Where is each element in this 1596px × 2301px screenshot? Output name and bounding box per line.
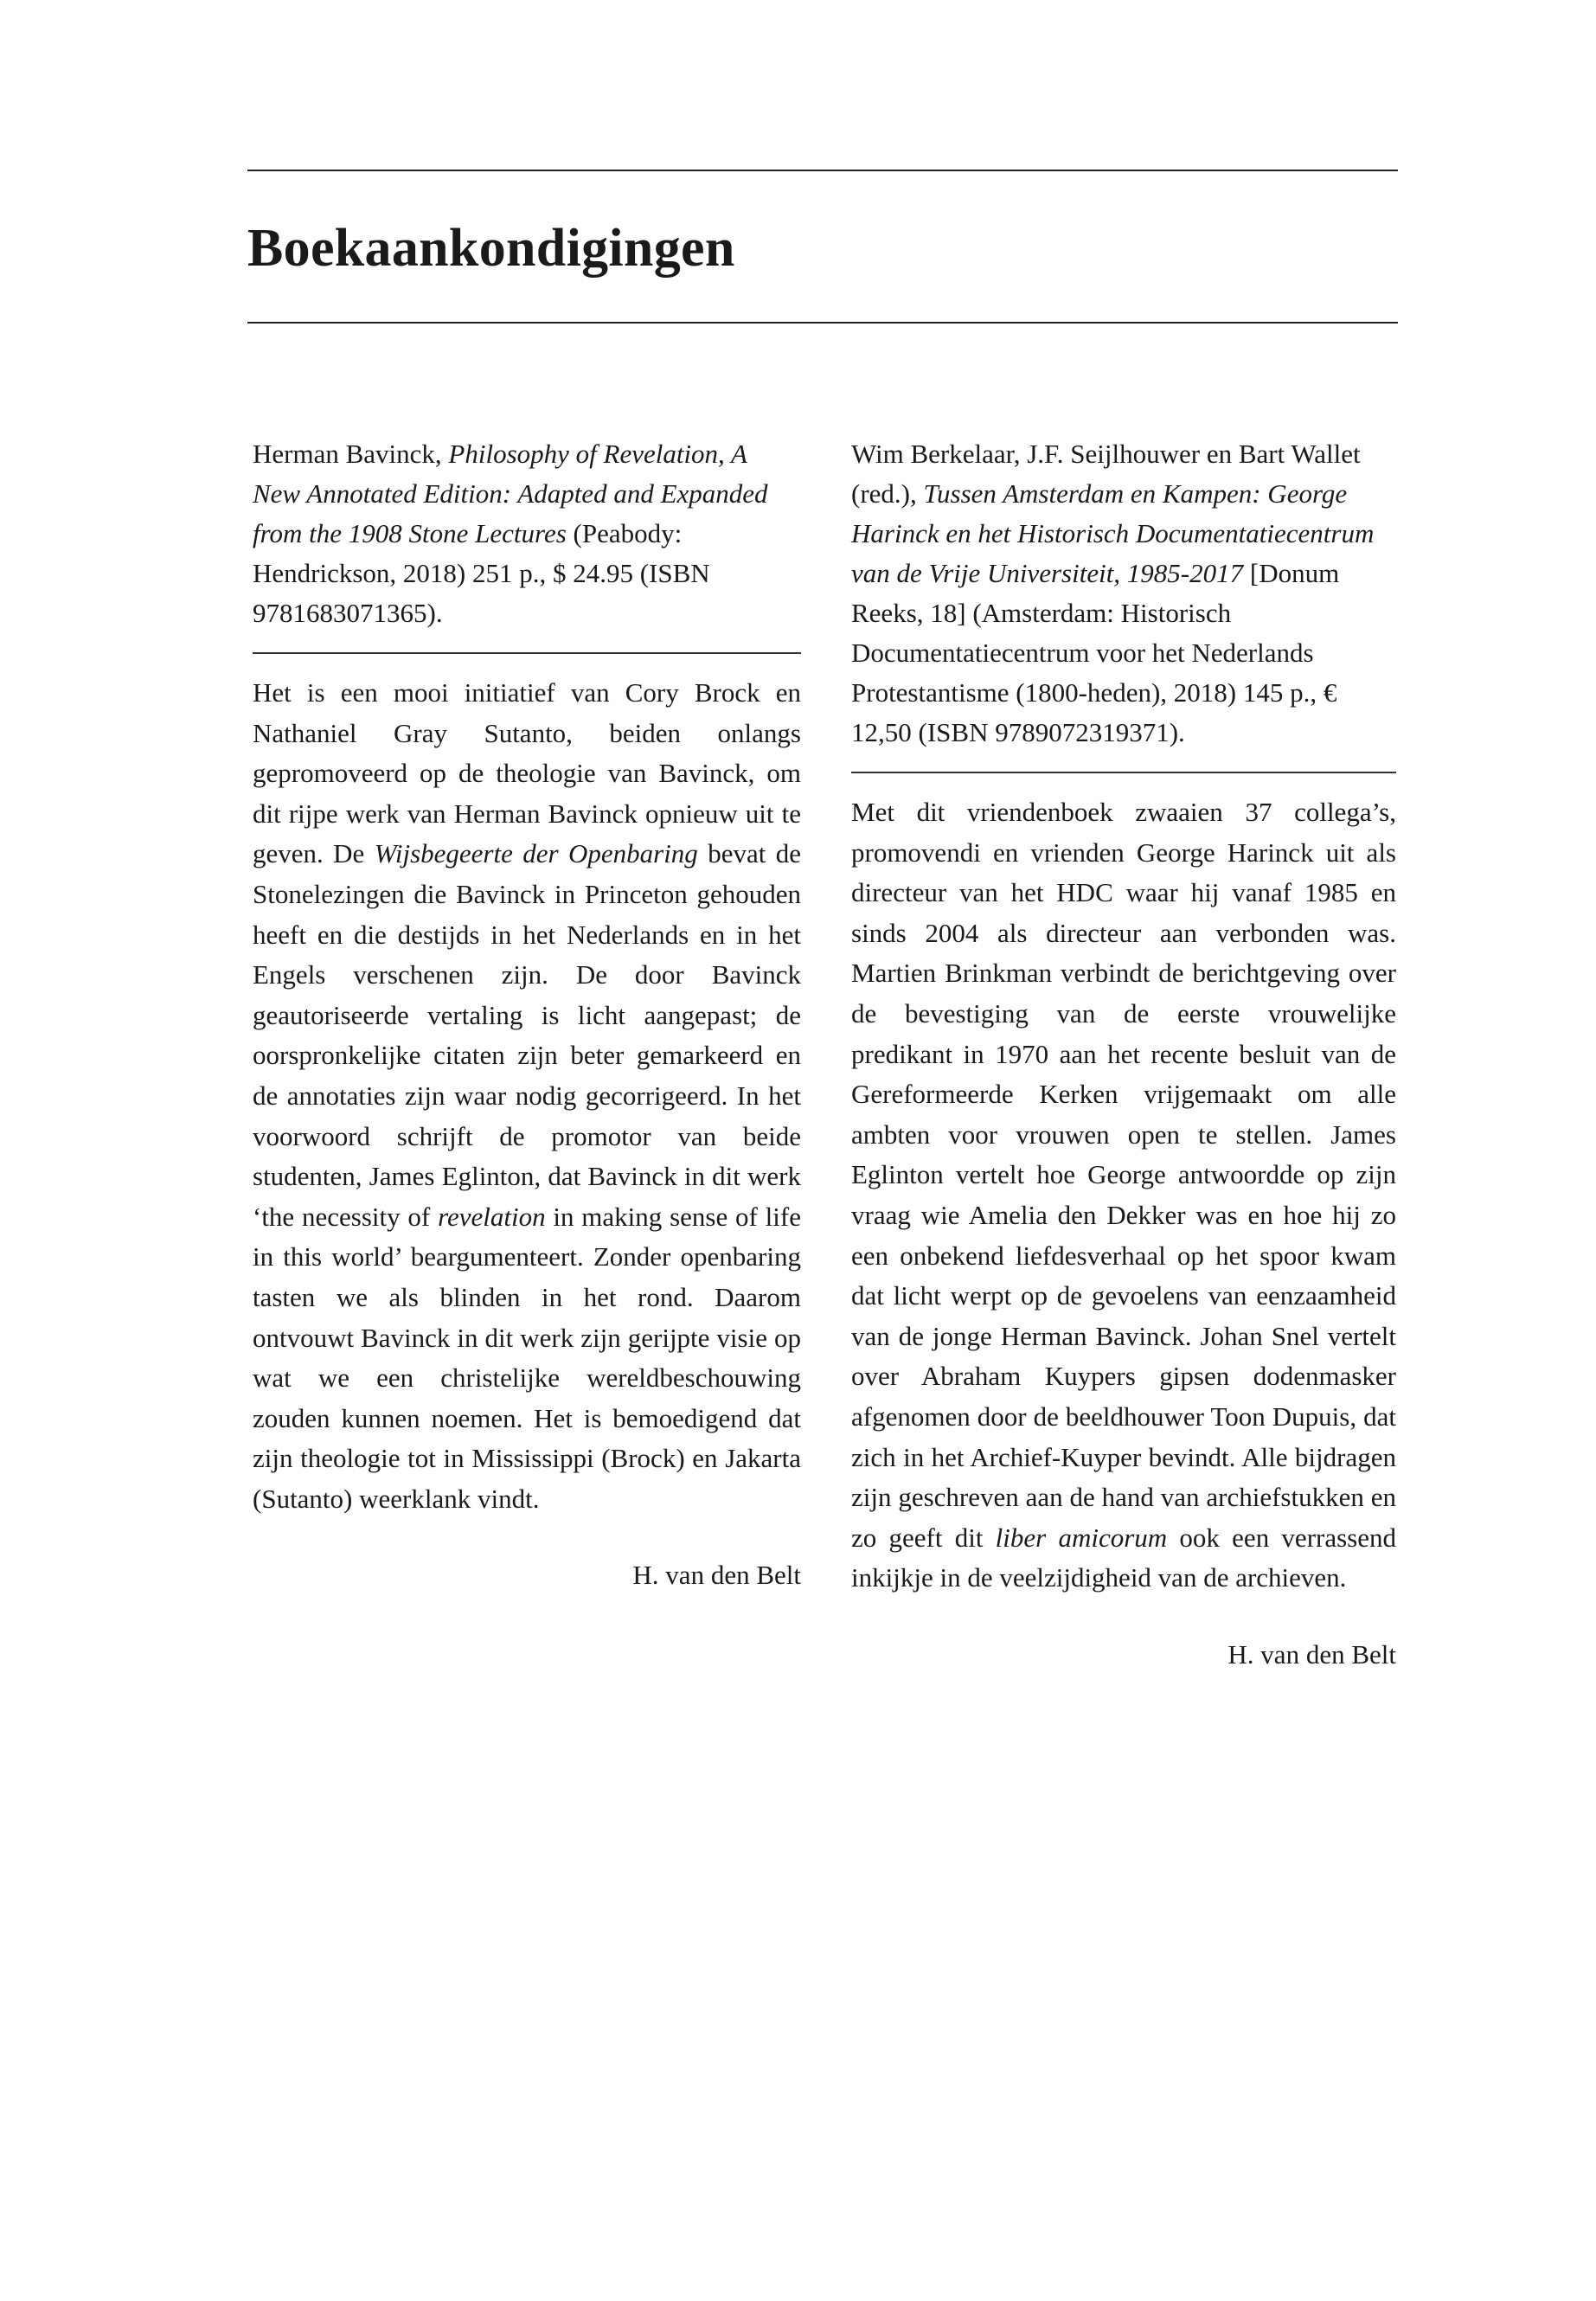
left-body-text-3: in making sense of life in this world’ beargumenteert. Zonder openbaring tasten we als blinden in het rond. Daarom ontvouwt Bavinck in dit werk zijn gerijpte visie op wat we een christelijke wereldbeschouwing zouden kunnen noemen. Het is bemoedigend dat zijn theologie tot in Mississippi (Brock) en Jakarta (Sutanto) weerklank vindt. — [253, 1201, 801, 1514]
left-citation-title: Philosophy of Revelation, A New Annotated Edition: Adapted and Expanded from the 1908 Stone Lectures — [253, 439, 768, 548]
right-citation-author: Wim Berkelaar, J.F. Seijlhouwer en Bart Wallet (red.), — [851, 439, 1361, 509]
left-body-italic-2: revelation — [438, 1201, 546, 1232]
right-body-text-2: ook een verrassend inkijkje in de veelzijdigheid van de archieven. — [851, 1522, 1396, 1593]
right-divider — [851, 772, 1396, 773]
right-signature: H. van den Belt — [1227, 1638, 1396, 1670]
left-body-italic-1: Wijsbegeerte der Openbaring — [374, 838, 698, 869]
left-body-text-1: Het is een mooi initiatief van Cory Brock en Nathaniel Gray Sutanto, beiden onlangs gepromoveerd op de theologie van Bavinck, om dit rijpe werk van Herman Bavinck opnieuw uit te geven. De — [253, 677, 801, 869]
right-citation-title: Tussen Amsterdam en Kampen: George Harinck en het Historisch Documentatiecentrum van de Vrije Universiteit, 1985-2017 — [851, 478, 1375, 588]
right-body-italic-1: liber amicorum — [995, 1522, 1168, 1553]
right-review-body — [851, 792, 1396, 1599]
left-body-text-2: bevat de Stonelezingen die Bavinck in Princeton gehouden heeft en die destijds in het Nederlands en in het Engels verschenen zijn. De door Bavinck geautoriseerde vertaling is licht aangepast; de oorspronkelijke citaten zijn beter gemarkeerd en de annotaties zijn waar nodig gecorrigeerd. In het voorwoord schrijft de promotor van beide studenten, James Eglinton, dat Bavinck in dit werk ‘the necessity of — [253, 838, 802, 1232]
header-bottom-rule — [247, 322, 1398, 324]
header-top-rule — [247, 170, 1398, 171]
left-review — [253, 434, 801, 1595]
left-citation-author: Herman Bavinck, — [253, 439, 449, 469]
page-title: Boekaankondigingen — [247, 219, 735, 278]
right-citation-publication: [Donum Reeks, 18] (Amsterdam: Historisch Documentatiecentrum voor het Nederlands Protestantisme (1800-heden), 2018) 145 p., € 12,50 (ISBN 9789072319371). — [851, 558, 1340, 747]
left-signature: H. van den Belt — [632, 1560, 801, 1591]
left-citation-publication: (Peabody: Hendrickson, 2018) 251 p., $ 24.95 (ISBN 9781683071365). — [253, 518, 710, 628]
right-body-text-1: Met dit vriendenboek zwaaien 37 collega’s, promovendi en vrienden George Harinck uit als directeur van het HDC waar hij vanaf 1985 en sinds 2004 als directeur aan verbonden was. Martien Brinkman verbindt de berichtgeving over de bevestiging van de eerste vrouwelijke predikant in 1970 aan het recente besluit van de Gereformeerde Kerken vrijgemaakt om alle ambten voor vrouwen open te stellen. James Eglinton vertelt hoe George antwoordde op zijn vraag wie Amelia den Dekker was en hoe hij zo een onbekend liefdesverhaal op het spoor kwam dat licht werpt op de gevoelens van eenzaamheid van de jonge Herman Bavinck. Johan Snel vertelt over Abraham Kuypers gipsen dodenmasker afgenomen door de beeldhouwer Toon Dupuis, dat zich in het Archief-Kuyper bevindt. Alle bijdragen zijn geschreven aan de hand van archiefstukken en zo geeft dit — [851, 797, 1396, 1553]
left-divider — [253, 652, 801, 654]
page-header — [247, 170, 1398, 324]
right-review — [851, 434, 1396, 1675]
left-review-body — [253, 673, 801, 1519]
right-citation — [851, 434, 1396, 753]
left-citation — [253, 434, 801, 633]
